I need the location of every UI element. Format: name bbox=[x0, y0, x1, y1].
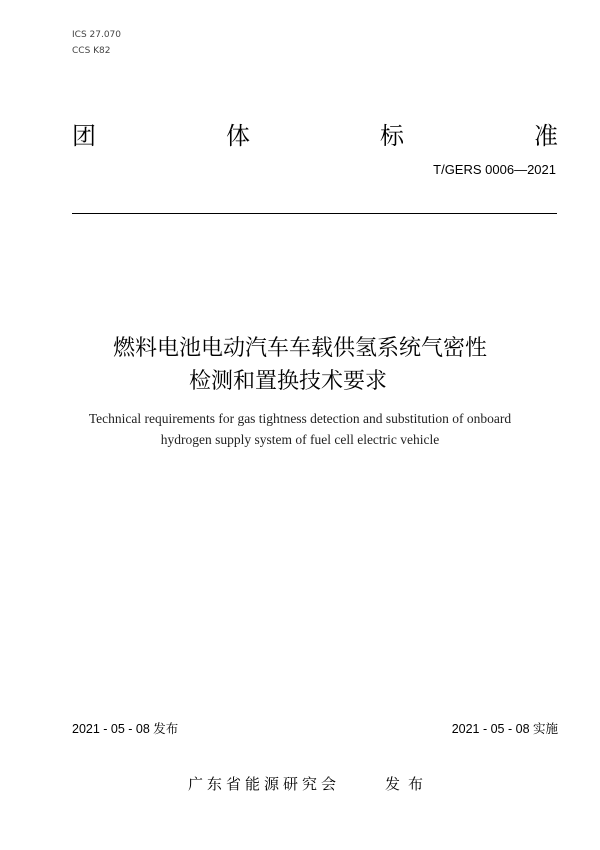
standard-type-char: 准 bbox=[534, 122, 558, 150]
chinese-title-line-2: 检测和置换技术要求 bbox=[188, 369, 387, 394]
standard-code: T/GERS 0006—2021 bbox=[433, 162, 556, 177]
english-title-line-1: Technical requirements for gas tightness detection and substitution of onboard bbox=[88, 411, 512, 426]
publish-label: 发布 bbox=[385, 775, 432, 793]
ics-code: ICS 27.070 bbox=[72, 30, 122, 40]
standard-type-char: 体 bbox=[226, 122, 250, 150]
standard-type-char: 标 bbox=[380, 122, 404, 150]
standard-type-heading bbox=[72, 116, 558, 151]
english-title-line-2: hydrogen supply system of fuel cell electric vehicle bbox=[160, 432, 440, 447]
standard-type-char: 团 bbox=[72, 122, 96, 150]
issue-date: 2021 - 05 - 08 发布 bbox=[72, 722, 179, 736]
implementation-date: 2021 - 05 - 08 实施 bbox=[451, 722, 558, 736]
header-divider bbox=[72, 213, 557, 214]
ccs-code: CCS K82 bbox=[72, 46, 111, 56]
publisher-name: 广东省能源研究会 bbox=[188, 775, 341, 793]
chinese-title-line-1: 燃料电池电动汽车车载供氢系统气密性 bbox=[112, 336, 487, 361]
